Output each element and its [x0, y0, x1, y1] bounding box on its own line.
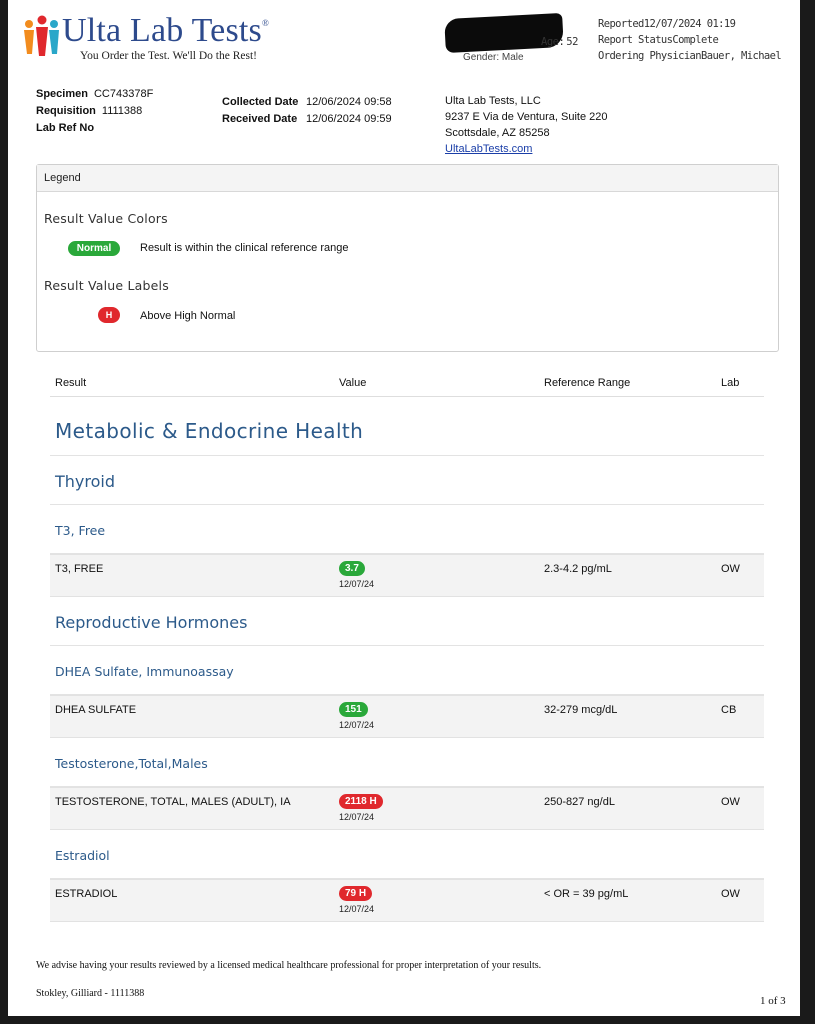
physician-row: Ordering PhysicianBauer, Michael [598, 50, 782, 62]
patient-gender: Gender: Male [463, 52, 524, 63]
reported-row: Reported12/07/2024 01:19 [598, 18, 736, 30]
test-name: TESTOSTERONE, TOTAL, MALES (ADULT), IA [55, 796, 291, 808]
reference-range: 2.3-4.2 pg/mL [544, 563, 612, 575]
high-description: Above High Normal [140, 310, 236, 322]
reference-range: < OR = 39 pg/mL [544, 888, 629, 900]
lab-name: Ulta Lab Tests, LLC [445, 95, 541, 107]
legend-colors-heading: Result Value Colors [44, 211, 168, 226]
requisition-label: Requisition [36, 105, 96, 117]
people-logo-icon [22, 14, 62, 58]
reference-range: 250-827 ng/dL [544, 796, 615, 808]
result-value-badge: 2118 H [339, 794, 383, 809]
report-page [8, 0, 800, 1016]
specimen-value: CC743378F [93, 88, 154, 100]
test-name: DHEA SULFATE [55, 704, 137, 716]
result-date: 12/07/24 [339, 904, 375, 914]
result-date: 12/07/24 [339, 720, 375, 730]
normal-description: Result is within the clinical reference range [140, 242, 349, 254]
result-value-badge: 151 [339, 702, 368, 717]
results-table [50, 370, 764, 922]
legend-title: Legend [37, 165, 778, 192]
specimen-label: Specimen [36, 88, 88, 100]
table-row [50, 695, 764, 738]
lab-address-line1: 9237 E Via de Ventura, Suite 220 [445, 111, 608, 123]
lab-website-link[interactable]: UltaLabTests.com [445, 143, 533, 155]
lab-code: OW [721, 888, 740, 900]
lab-code: OW [721, 563, 740, 575]
advice-note: We advise having your results reviewed by a licensed medical healthcare professional for proper interpretation of your results. [36, 960, 542, 971]
panel-title: Estradiol [50, 830, 764, 879]
result-date: 12/07/24 [339, 579, 375, 589]
group-title: Reproductive Hormones [50, 597, 764, 646]
high-badge: H [98, 307, 120, 323]
group-title: Thyroid [50, 456, 764, 505]
table-row [50, 554, 764, 597]
page-number: 1 of 3 [760, 995, 786, 1007]
col-reference-range: Reference Range [544, 377, 631, 389]
table-row [50, 787, 764, 830]
patient-footer: Stokley, Gilliard - 1111388 [36, 988, 145, 999]
report-info [598, 16, 781, 64]
brand-name: Ulta Lab Tests® [62, 12, 270, 49]
lab-address-line2: Scottsdale, AZ 85258 [445, 127, 550, 139]
patient-age: Age: 52 [541, 36, 578, 48]
dates-info [222, 94, 392, 128]
reference-range: 32-279 mcg/dL [544, 704, 618, 716]
panel-title: T3, Free [50, 505, 764, 554]
legend-box [36, 164, 779, 352]
received-value: 12/06/2024 09:59 [306, 113, 392, 125]
normal-badge: Normal [68, 241, 120, 256]
col-lab: Lab [721, 377, 740, 389]
collected-value: 12/06/2024 09:58 [306, 96, 392, 108]
received-label: Received Date [222, 113, 298, 125]
labref-label: Lab Ref No [36, 122, 95, 134]
lab-address [445, 93, 607, 157]
collected-label: Collected Date [222, 96, 299, 108]
col-value: Value [339, 377, 367, 389]
panel-title: DHEA Sulfate, Immunoassay [50, 646, 764, 695]
table-header [50, 370, 764, 397]
result-value-badge: 79 H [339, 886, 372, 901]
panel-title: Testosterone,Total,Males [50, 738, 764, 787]
lab-code: OW [721, 796, 740, 808]
section-title: Metabolic & Endocrine Health [50, 397, 764, 456]
ulta-logo [22, 12, 312, 68]
result-value-badge: 3.7 [339, 561, 365, 576]
legend-labels-heading: Result Value Labels [44, 278, 169, 293]
status-row: Report StatusComplete [598, 34, 719, 46]
table-row [50, 879, 764, 922]
result-date: 12/07/24 [339, 812, 375, 822]
lab-code: CB [721, 704, 737, 716]
specimen-info [36, 86, 153, 137]
brand-tagline: You Order the Test. We'll Do the Rest! [80, 50, 257, 62]
test-name: ESTRADIOL [55, 888, 118, 900]
test-name: T3, FREE [55, 563, 104, 575]
requisition-value: 1111388 [101, 105, 143, 117]
col-result: Result [55, 377, 87, 389]
